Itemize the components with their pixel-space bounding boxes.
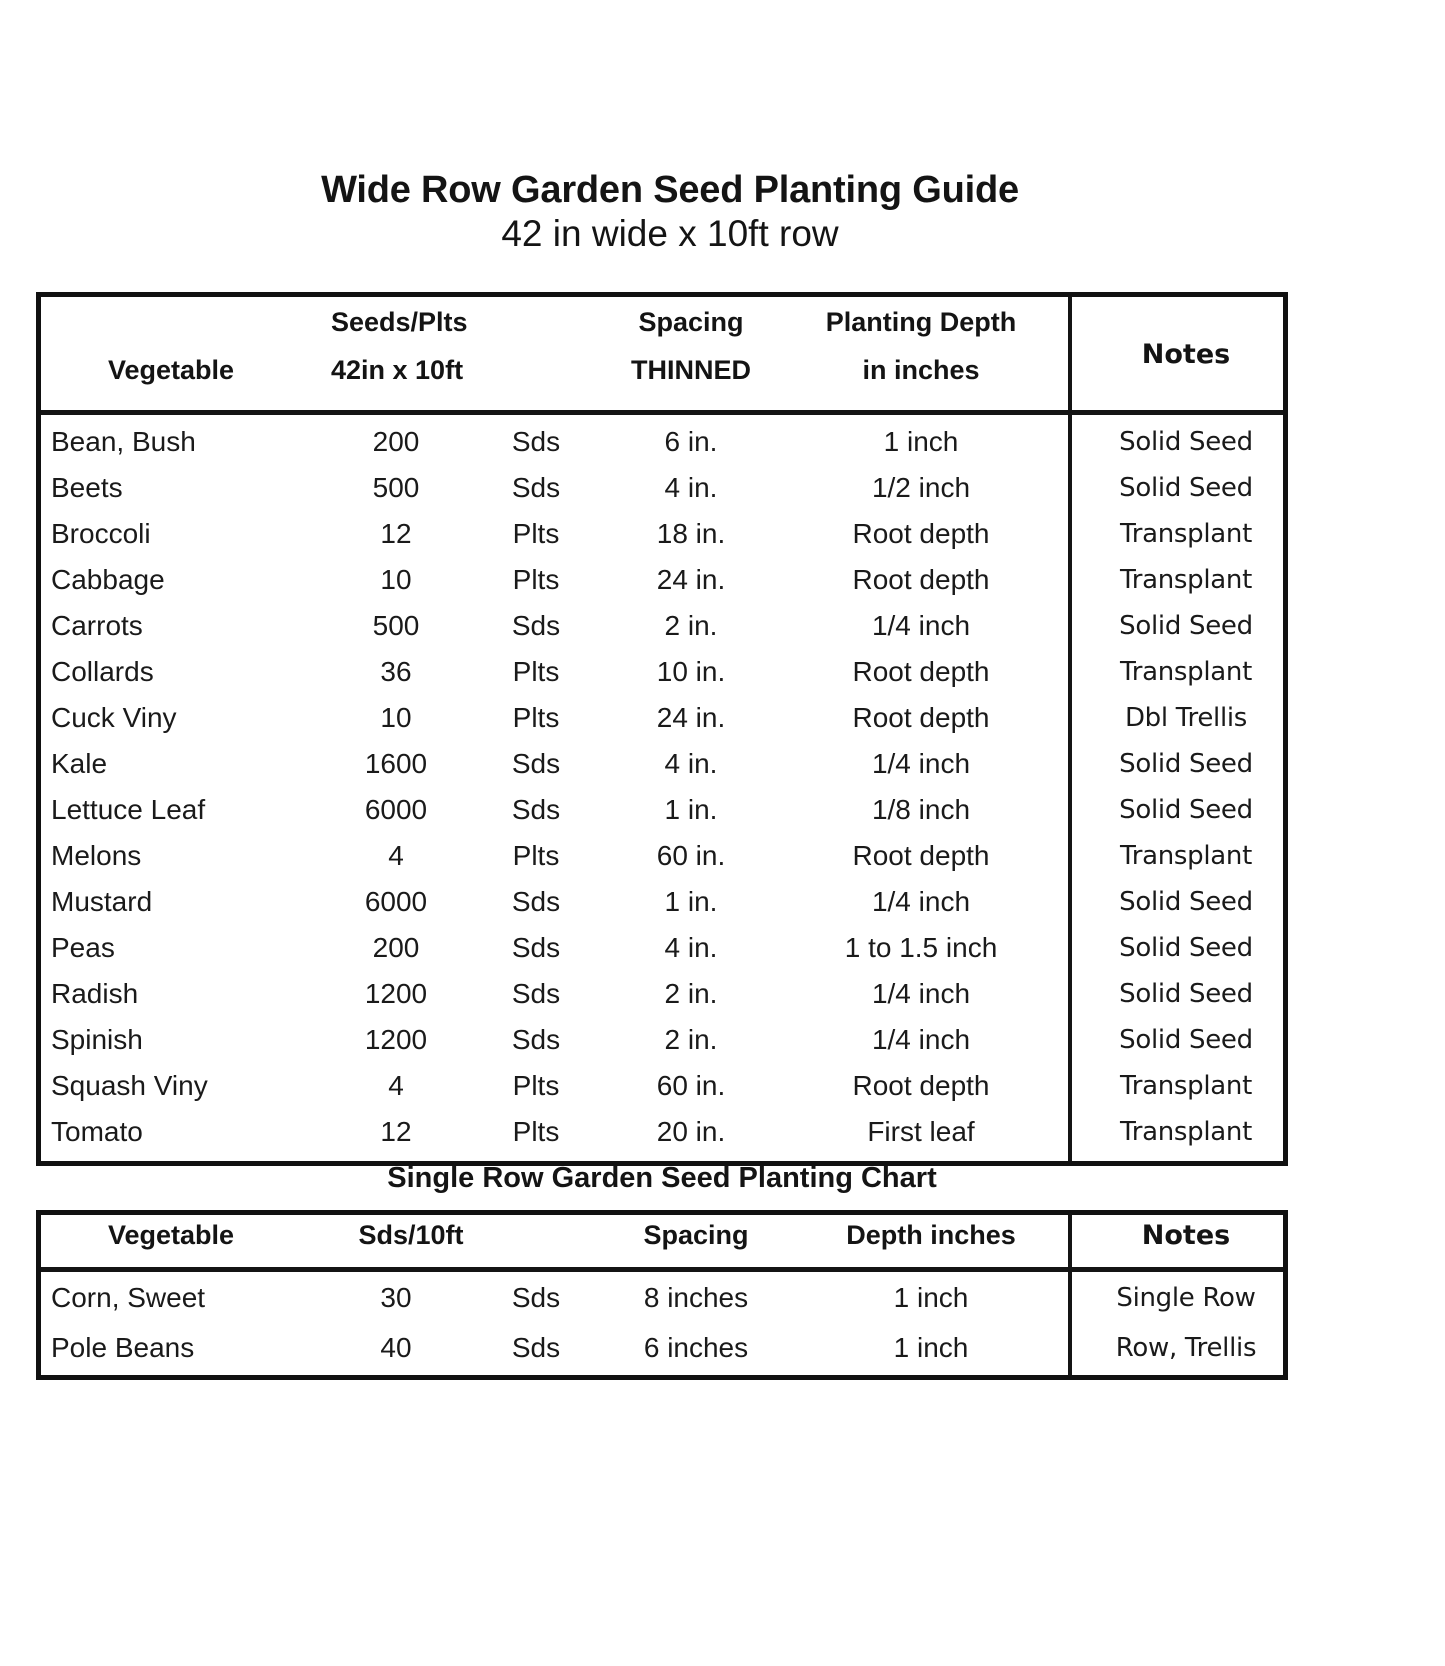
table-row — [41, 1017, 1283, 1063]
row-cell-spacing: 2 in. — [664, 1024, 718, 1055]
row-cell-depth: Root depth — [852, 1070, 990, 1101]
row-cell-quantity: 36 — [380, 656, 412, 687]
table-row — [41, 695, 1283, 741]
row-cell-spacing: 60 in. — [656, 840, 726, 871]
row-cell-spacing: 4 in. — [664, 932, 718, 963]
row-cell-spacing: 1 in. — [664, 794, 718, 825]
row-cell-unit: Sds — [511, 794, 561, 825]
row-cell-quantity: 1200 — [364, 978, 428, 1009]
row-cell-quantity: 1600 — [364, 748, 428, 779]
row-cell-depth: 1 inch — [893, 1332, 969, 1363]
row-cell-spacing: 6 inches — [643, 1332, 749, 1363]
row-cell-vegetable: Spinish — [51, 1024, 143, 1055]
header2-sds-10ft: Sds/10ft — [358, 1220, 464, 1250]
row-cell-quantity: 500 — [372, 610, 420, 641]
row-cell-quantity: 10 — [380, 702, 412, 733]
table-row — [41, 649, 1283, 695]
header-spacing: Spacing — [638, 307, 744, 337]
table-row — [41, 603, 1283, 649]
row-cell-vegetable: Corn, Sweet — [51, 1282, 206, 1313]
row-cell-notes: Transplant — [1119, 1117, 1253, 1147]
row-cell-notes: Solid Seed — [1119, 749, 1253, 779]
row-cell-quantity: 6000 — [364, 794, 428, 825]
single-row-table — [36, 1210, 1288, 1380]
row-cell-notes: Transplant — [1119, 1071, 1253, 1101]
row-cell-notes: Solid Seed — [1119, 795, 1253, 825]
row-cell-depth: 1/4 inch — [871, 610, 971, 641]
row-cell-depth: 1 inch — [893, 1282, 969, 1313]
row-cell-vegetable: Mustard — [51, 886, 153, 917]
row-cell-spacing: 10 in. — [656, 656, 726, 687]
row-cell-depth: Root depth — [852, 702, 990, 733]
row-cell-unit: Sds — [511, 1282, 561, 1313]
row-cell-unit: Plts — [512, 702, 560, 733]
row-cell-unit: Sds — [511, 748, 561, 779]
row-cell-quantity: 10 — [380, 564, 412, 595]
row-cell-spacing: 18 in. — [656, 518, 726, 549]
row-cell-depth: Root depth — [852, 656, 990, 687]
header2-spacing: Spacing — [643, 1220, 749, 1250]
row-cell-unit: Sds — [511, 610, 561, 641]
page-title: Wide Row Garden Seed Planting Guide — [321, 169, 1019, 211]
row-cell-vegetable: Pole Beans — [51, 1332, 195, 1363]
row-cell-vegetable: Cuck Viny — [51, 702, 177, 733]
row-cell-spacing: 2 in. — [664, 610, 718, 641]
row-cell-depth: 1/4 inch — [871, 886, 971, 917]
table-row — [41, 833, 1283, 879]
header-spacing-thinned: THINNED — [631, 355, 751, 385]
row-cell-quantity: 500 — [372, 472, 420, 503]
row-cell-notes: Solid Seed — [1119, 473, 1253, 503]
table-row — [41, 1273, 1283, 1323]
row-cell-vegetable: Squash Viny — [51, 1070, 208, 1101]
row-cell-unit: Sds — [511, 1332, 561, 1363]
row-cell-notes: Solid Seed — [1119, 611, 1253, 641]
table-row — [41, 1323, 1283, 1373]
row-cell-vegetable: Bean, Bush — [51, 426, 196, 457]
row-cell-vegetable: Carrots — [51, 610, 143, 641]
row-cell-vegetable: Broccoli — [51, 518, 151, 549]
table-row — [41, 971, 1283, 1017]
row-cell-depth: Root depth — [852, 840, 990, 871]
row-cell-quantity: 12 — [380, 518, 412, 549]
row-cell-vegetable: Peas — [51, 932, 115, 963]
row-cell-vegetable: Beets — [51, 472, 123, 503]
row-cell-quantity: 1200 — [364, 1024, 428, 1055]
header-seeds-area: 42in x 10ft — [331, 355, 464, 385]
page-title-block — [0, 170, 1340, 257]
table-row — [41, 1063, 1283, 1109]
row-cell-spacing: 60 in. — [656, 1070, 726, 1101]
row-cell-spacing: 24 in. — [656, 702, 726, 733]
row-cell-depth: Root depth — [852, 564, 990, 595]
row-cell-notes: Solid Seed — [1119, 427, 1253, 457]
row-cell-depth: 1/4 inch — [871, 978, 971, 1009]
row-cell-spacing: 4 in. — [664, 748, 718, 779]
row-cell-spacing: 24 in. — [656, 564, 726, 595]
row-cell-unit: Plts — [512, 564, 560, 595]
row-cell-spacing: 4 in. — [664, 472, 718, 503]
row-cell-spacing: 8 inches — [643, 1282, 749, 1313]
header-vegetable: Vegetable — [107, 355, 235, 385]
row-cell-notes: Transplant — [1119, 841, 1253, 871]
row-cell-unit: Sds — [511, 886, 561, 917]
row-cell-vegetable: Lettuce Leaf — [51, 794, 206, 825]
row-cell-spacing: 6 in. — [664, 426, 718, 457]
row-cell-depth: 1 to 1.5 inch — [844, 932, 998, 963]
header-seeds-plts: Seeds/Plts — [331, 307, 468, 337]
header2-vegetable: Vegetable — [107, 1220, 235, 1250]
row-cell-depth: 1/2 inch — [871, 472, 971, 503]
row-cell-quantity: 12 — [380, 1116, 412, 1147]
row-cell-unit: Sds — [511, 978, 561, 1009]
table-row — [41, 511, 1283, 557]
row-cell-notes: Transplant — [1119, 657, 1253, 687]
single-row-table-body — [41, 1271, 1283, 1375]
single-row-table-header — [41, 1215, 1283, 1271]
row-cell-quantity: 40 — [380, 1332, 412, 1363]
table-row — [41, 787, 1283, 833]
row-cell-spacing: 1 in. — [664, 886, 718, 917]
row-cell-depth: 1/4 inch — [871, 1024, 971, 1055]
header2-depth-inches: Depth inches — [846, 1220, 1016, 1250]
table-row — [41, 925, 1283, 971]
row-cell-notes: Dbl Trellis — [1124, 703, 1248, 733]
row-cell-notes: Row, Trellis — [1115, 1333, 1257, 1363]
row-cell-quantity: 200 — [372, 426, 420, 457]
table-row — [41, 465, 1283, 511]
row-cell-notes: Solid Seed — [1119, 1025, 1253, 1055]
row-cell-unit: Plts — [512, 840, 560, 871]
row-cell-unit: Plts — [512, 1116, 560, 1147]
row-cell-notes: Single Row — [1116, 1283, 1256, 1313]
row-cell-vegetable: Collards — [51, 656, 154, 687]
row-cell-unit: Sds — [511, 1024, 561, 1055]
row-cell-unit: Plts — [512, 1070, 560, 1101]
row-cell-unit: Sds — [511, 472, 561, 503]
row-cell-notes: Solid Seed — [1119, 887, 1253, 917]
row-cell-depth: First leaf — [867, 1116, 975, 1147]
row-cell-depth: 1 inch — [883, 426, 959, 457]
row-cell-depth: Root depth — [852, 518, 990, 549]
row-cell-vegetable: Tomato — [51, 1116, 143, 1147]
row-cell-quantity: 200 — [372, 932, 420, 963]
row-cell-spacing: 2 in. — [664, 978, 718, 1009]
row-cell-spacing: 20 in. — [656, 1116, 726, 1147]
table-row — [41, 1109, 1283, 1155]
row-cell-notes: Solid Seed — [1119, 979, 1253, 1009]
row-cell-depth: 1/8 inch — [871, 794, 971, 825]
row-cell-quantity: 4 — [388, 840, 404, 871]
header-notes: Notes — [1141, 339, 1231, 370]
row-cell-notes: Transplant — [1119, 519, 1253, 549]
table-row — [41, 419, 1283, 465]
wide-row-table-header — [41, 297, 1283, 415]
row-cell-depth: 1/4 inch — [871, 748, 971, 779]
header-planting-depth: Planting Depth — [825, 307, 1017, 337]
row-cell-unit: Plts — [512, 518, 560, 549]
table-row — [41, 879, 1283, 925]
wide-row-table-body — [41, 415, 1283, 1161]
header-depth-units: in inches — [862, 355, 980, 385]
header2-notes: Notes — [1141, 1220, 1231, 1251]
row-cell-unit: Sds — [511, 932, 561, 963]
row-cell-notes: Solid Seed — [1119, 933, 1253, 963]
row-cell-vegetable: Melons — [51, 840, 142, 871]
row-cell-quantity: 6000 — [364, 886, 428, 917]
row-cell-vegetable: Radish — [51, 978, 139, 1009]
page-subtitle: 42 in wide x 10ft row — [501, 213, 839, 255]
row-cell-unit: Plts — [512, 656, 560, 687]
single-row-chart-title: Single Row Garden Seed Planting Chart — [387, 1162, 937, 1194]
row-cell-quantity: 30 — [380, 1282, 412, 1313]
row-cell-notes: Transplant — [1119, 565, 1253, 595]
row-cell-vegetable: Kale — [51, 748, 108, 779]
row-cell-unit: Sds — [511, 426, 561, 457]
table-row — [41, 741, 1283, 787]
row-cell-quantity: 4 — [388, 1070, 404, 1101]
table-row — [41, 557, 1283, 603]
wide-row-table — [36, 292, 1288, 1166]
row-cell-vegetable: Cabbage — [51, 564, 165, 595]
